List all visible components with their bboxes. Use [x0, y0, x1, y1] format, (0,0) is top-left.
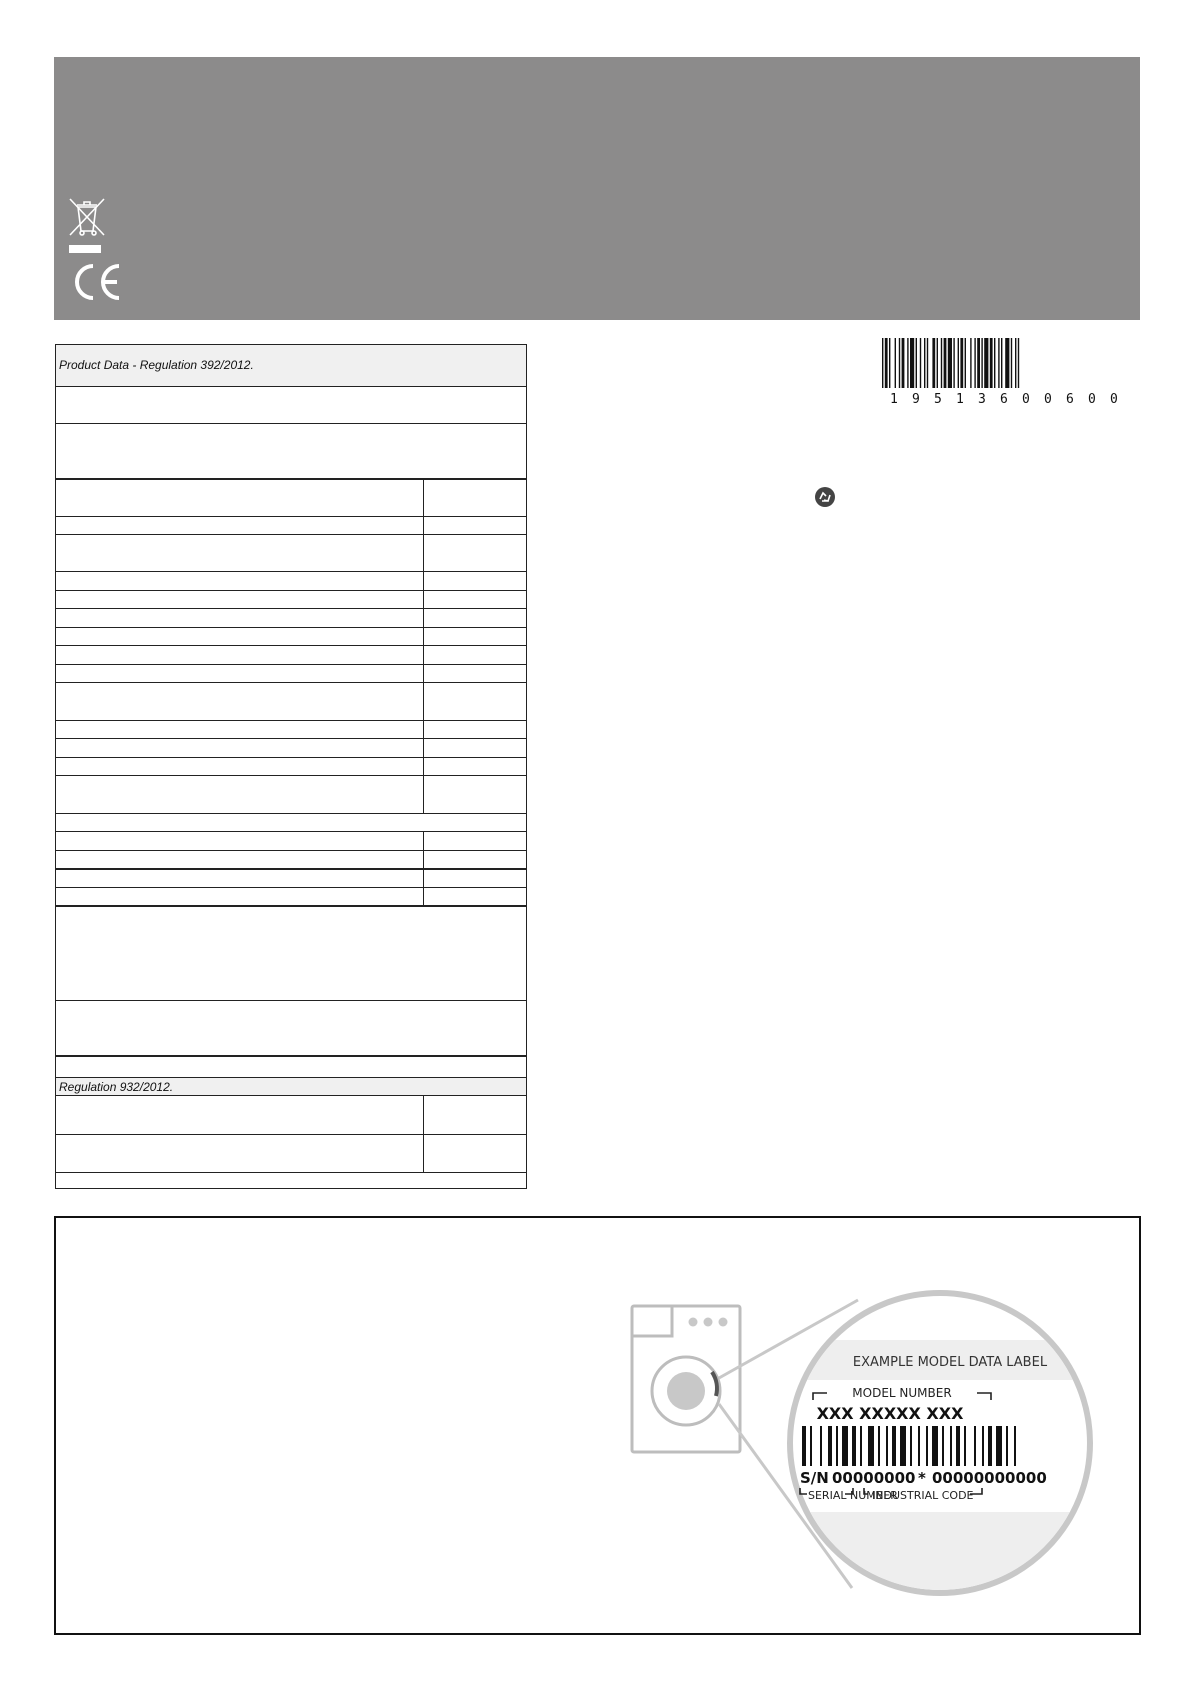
- label-barcode-bar: [982, 1426, 984, 1466]
- label-barcode-bar: [810, 1426, 812, 1466]
- regulation-subtitle: Regulation 932/2012.: [56, 1077, 526, 1095]
- header-banner: [54, 57, 1140, 320]
- table-row: [56, 664, 526, 683]
- table-row: [56, 887, 526, 906]
- barcode-bar: [953, 338, 954, 388]
- barcode-bar: [1001, 338, 1002, 388]
- table-row: [56, 682, 526, 721]
- barcode-bar: [941, 338, 942, 388]
- barcode-bar: [990, 338, 993, 388]
- table-value-cell: [423, 776, 424, 814]
- barcode-bar: [994, 338, 995, 388]
- table-value-cell: [423, 609, 424, 628]
- label-barcode-bar: [828, 1426, 832, 1466]
- label-barcode-bar: [868, 1426, 874, 1466]
- label-barcode-bar: [860, 1426, 862, 1466]
- industrial-code-caption: INDUSTRIAL CODE: [872, 1489, 974, 1502]
- barcode-bar: [965, 338, 966, 388]
- table-row: [56, 478, 526, 518]
- barcode-digit: 9: [912, 392, 920, 406]
- table-row: [56, 627, 526, 646]
- table-value-cell: [423, 591, 424, 609]
- label-barcode-bar: [926, 1426, 928, 1466]
- barcode-bar: [944, 338, 947, 388]
- label-barcode-bar: [842, 1426, 848, 1466]
- barcode-bar: [1015, 338, 1016, 388]
- barcode-bar: [932, 338, 935, 388]
- table-row: [56, 720, 526, 739]
- label-barcode-bar: [820, 1426, 822, 1466]
- barcode-bar: [885, 338, 888, 388]
- table-row: [56, 645, 526, 665]
- product-barcode: [880, 338, 1128, 406]
- barcode-bar: [920, 338, 921, 388]
- barcode-bar: [937, 338, 938, 388]
- table-value-cell: [423, 1135, 424, 1173]
- barcode-bar: [916, 338, 917, 388]
- label-barcode-bar: [900, 1426, 906, 1466]
- table-value-cell: [423, 517, 424, 535]
- serial-prefix: S/N: [800, 1469, 829, 1487]
- barcode-bar: [1011, 338, 1012, 388]
- table-row: [56, 757, 526, 776]
- table-row: [56, 590, 526, 609]
- table-value-cell: [423, 721, 424, 739]
- barcode-bar: [998, 338, 999, 388]
- barcode-bar: [984, 338, 988, 388]
- table-row: [56, 386, 526, 424]
- model-number-value: XXX XXXXX XXX: [816, 1404, 964, 1423]
- label-barcode-bar: [1014, 1426, 1016, 1466]
- barcode-bar: [924, 338, 925, 388]
- label-barcode-bar: [910, 1426, 912, 1466]
- barcode-bar: [960, 338, 963, 388]
- barcode-digit: 3: [978, 392, 986, 406]
- industrial-code-value: 00000000000: [932, 1469, 1047, 1487]
- barcode-bar: [882, 338, 883, 388]
- label-barcode-bar: [996, 1426, 1002, 1466]
- barcode-bar: [910, 338, 914, 388]
- serial-value: 00000000: [832, 1469, 916, 1487]
- barcode-bar: [974, 338, 975, 388]
- table-value-cell: [423, 646, 424, 665]
- barcode-bar: [948, 338, 952, 388]
- label-barcode-bar: [836, 1426, 838, 1466]
- model-label-illustration: [620, 1278, 1110, 1628]
- barcode-bar: [981, 338, 982, 388]
- barcode-bar: [970, 338, 971, 388]
- table-row: [56, 1095, 526, 1135]
- barcode-bar: [895, 338, 896, 388]
- table-row: [56, 868, 526, 889]
- table-value-cell: [423, 572, 424, 591]
- label-barcode-bar: [956, 1426, 960, 1466]
- barcode-bar: [1005, 338, 1009, 388]
- barcode-bar: [889, 338, 890, 388]
- label-barcode-bar: [988, 1426, 992, 1466]
- crossed-bin-bar: [69, 245, 101, 253]
- product-data-table: [55, 344, 527, 1189]
- table-row: [56, 1055, 526, 1079]
- table-value-cell: [423, 535, 424, 572]
- table-value-cell: [423, 480, 424, 518]
- table-row: [56, 1134, 526, 1173]
- model-number-caption: MODEL NUMBER: [852, 1386, 952, 1400]
- label-barcode-bar: [852, 1426, 856, 1466]
- barcode-digit: 0: [1022, 392, 1030, 406]
- barcode-bar: [902, 338, 905, 388]
- table-value-cell: [423, 851, 424, 869]
- barcode-bar: [958, 338, 959, 388]
- barcode-digit: 6: [1000, 392, 1008, 406]
- table-row: [56, 1000, 526, 1056]
- barcode-digit: 0: [1088, 392, 1096, 406]
- barcode-bar: [899, 338, 900, 388]
- table-value-cell: [423, 739, 424, 758]
- table-value-cell: [423, 628, 424, 646]
- label-barcode-bar: [892, 1426, 896, 1466]
- label-heading: EXAMPLE MODEL DATA LABEL: [852, 1355, 1048, 1370]
- label-barcode-bar: [918, 1426, 920, 1466]
- table-row: [56, 850, 526, 869]
- table-row: [56, 423, 526, 479]
- barcode-bar: [907, 338, 908, 388]
- barcode-digit: 0: [1044, 392, 1052, 406]
- table-value-cell: [423, 758, 424, 776]
- table-row: [56, 738, 526, 758]
- table-row: [56, 534, 526, 572]
- table-row: [56, 831, 526, 851]
- barcode-bar: [1018, 338, 1019, 388]
- label-barcode-bar: [942, 1426, 944, 1466]
- table-value-cell: [423, 832, 424, 851]
- table-value-cell: [423, 1096, 424, 1135]
- barcode-bar: [927, 338, 928, 388]
- table-value-cell: [423, 683, 424, 721]
- table-row: [56, 775, 526, 814]
- barcode-digit: 6: [1066, 392, 1074, 406]
- label-separator: *: [918, 1469, 926, 1487]
- table-row: [56, 608, 526, 628]
- table-row: [56, 516, 526, 535]
- barcode-digit: 1: [956, 392, 964, 406]
- label-barcode-bar: [802, 1426, 806, 1466]
- barcode-bar: [977, 338, 980, 388]
- barcode-digit: 5: [934, 392, 942, 406]
- table-row: [56, 813, 526, 832]
- label-barcode-bar: [886, 1426, 888, 1466]
- label-barcode-bar: [1006, 1426, 1008, 1466]
- label-barcode-bar: [974, 1426, 976, 1466]
- table-row: [56, 571, 526, 591]
- recycle-icon: [813, 485, 837, 509]
- table-row: [56, 1172, 526, 1190]
- table-value-cell: [423, 665, 424, 683]
- label-barcode-bar: [932, 1426, 938, 1466]
- label-barcode-bar: [964, 1426, 966, 1466]
- barcode-digit: 1: [890, 392, 898, 406]
- label-barcode-bar: [878, 1426, 880, 1466]
- serial-number-caption: SERIAL NUMBER: [808, 1489, 898, 1502]
- table-row: [56, 905, 526, 1002]
- barcode-digit: 0: [1110, 392, 1118, 406]
- table-value-cell: [423, 888, 424, 906]
- label-barcode-bar: [950, 1426, 952, 1466]
- product-data-title: Product Data - Regulation 392/2012.: [56, 345, 526, 386]
- crossed-bin-icon: [66, 195, 108, 239]
- ce-mark-icon: [71, 262, 123, 302]
